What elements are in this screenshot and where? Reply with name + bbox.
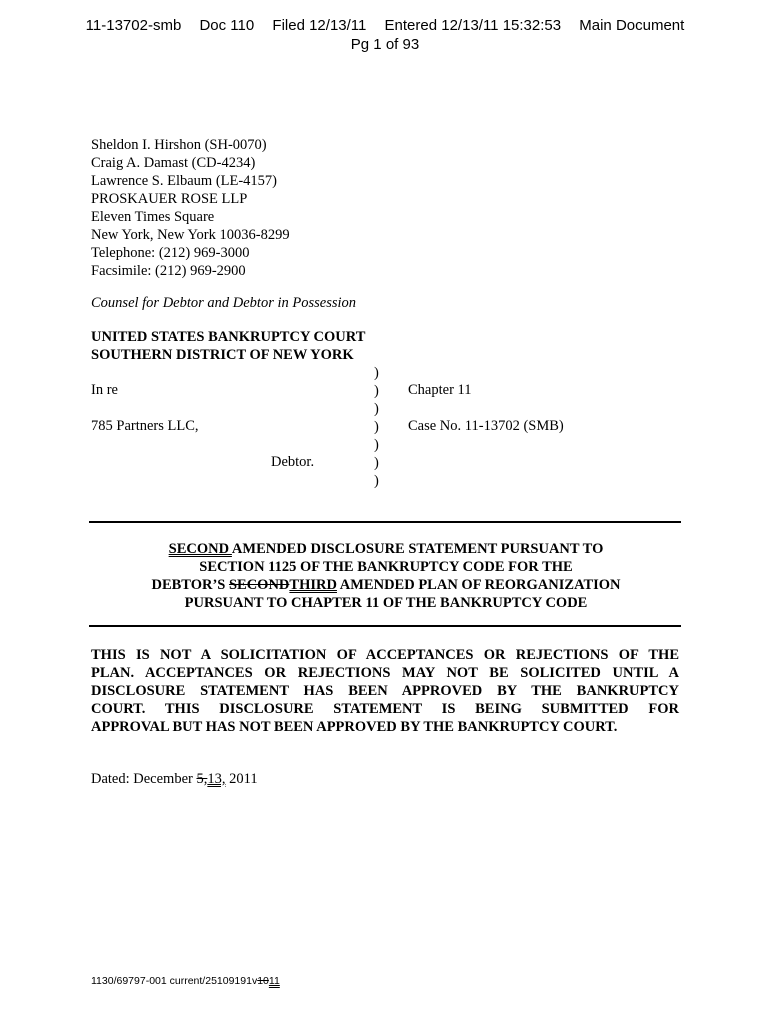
title-rule-top <box>89 521 681 523</box>
caption-party: 785 Partners LLC, <box>91 418 199 434</box>
title-rule-bottom <box>89 625 681 627</box>
caption-chapter: Chapter 11 <box>408 382 472 398</box>
dated-inserted-text: 13, <box>207 771 226 787</box>
dated-line: Dated: December 5,13, 2011 <box>91 771 258 787</box>
caption-parentheses: ) ) ) ) ) ) ) <box>374 365 379 489</box>
ecf-header <box>0 16 770 54</box>
court-name <box>91 328 365 364</box>
caption-in-re: In re <box>91 382 118 398</box>
counsel-line: Telephone: (212) 969-3000 <box>91 245 250 261</box>
footer-deleted-text: 10 <box>257 975 269 987</box>
notice-line: PLAN. ACCEPTANCES OR REJECTIONS MAY NOT BE SOLICITED UNTIL A <box>91 665 679 681</box>
header-filed-date: Filed 12/13/11 <box>272 17 367 34</box>
title-line-3: DEBTOR’S SECONDTHIRD AMENDED PLAN OF REORGANIZATION <box>151 577 621 593</box>
header-case-number: 11-13702-smb <box>85 17 182 34</box>
header-main-document: Main Document <box>579 17 685 34</box>
header-entered-date: Entered 12/13/11 15:32:53 <box>384 17 562 34</box>
title-line-1: SECOND AMENDED DISCLOSURE STATEMENT PURSUANT TO <box>168 541 604 557</box>
notice-line: COURT. THIS DISCLOSURE STATEMENT IS BEING SUBMITTED FOR <box>91 701 679 717</box>
title-deleted-text: SECOND <box>228 577 290 593</box>
counsel-line: Facsimile: (212) 969-2900 <box>91 263 246 279</box>
court-line-1: UNITED STATES BANKRUPTCY COURT <box>91 329 366 345</box>
notice-line: DISCLOSURE STATEMENT HAS BEEN APPROVED BY THE BANKRUPTCY <box>91 683 679 699</box>
solicitation-notice <box>91 646 679 736</box>
counsel-block <box>91 136 290 280</box>
counsel-line: Sheldon I. Hirshon (SH-0070) <box>91 137 267 153</box>
counsel-line: New York, New York 10036-8299 <box>91 227 290 243</box>
counsel-role: Counsel for Debtor and Debtor in Possession <box>91 295 357 311</box>
notice-line: THIS IS NOT A SOLICITATION OF ACCEPTANCES OR REJECTIONS OF THE <box>91 647 679 663</box>
title-line-2: SECTION 1125 OF THE BANKRUPTCY CODE FOR THE <box>199 559 573 575</box>
caption-case-number: Case No. 11-13702 (SMB) <box>408 418 564 434</box>
court-line-2: SOUTHERN DISTRICT OF NEW YORK <box>91 347 354 363</box>
title-inserted-text: SECOND <box>168 541 232 557</box>
footer-inserted-text: 11 <box>268 975 280 987</box>
case-caption <box>0 364 770 494</box>
counsel-line: PROSKAUER ROSE LLP <box>91 191 248 207</box>
notice-line: APPROVAL BUT HAS NOT BEEN APPROVED BY THE BANKRUPTCY COURT. <box>91 719 618 735</box>
counsel-line: Eleven Times Square <box>91 209 215 225</box>
caption-debtor: Debtor. <box>271 454 315 470</box>
counsel-line: Craig A. Damast (CD-4234) <box>91 155 256 171</box>
document-footer-id: 1130/69797-001 current/25109191v1011 <box>91 975 280 987</box>
dated-deleted-text: 5, <box>196 771 208 787</box>
title-line-4: PURSUANT TO CHAPTER 11 OF THE BANKRUPTCY CODE <box>184 595 588 611</box>
title-inserted-text: THIRD <box>289 577 337 593</box>
header-doc-number: Doc 110 <box>199 17 255 34</box>
header-page-count: Pg 1 of 93 <box>350 36 420 53</box>
counsel-line: Lawrence S. Elbaum (LE-4157) <box>91 173 278 189</box>
document-title <box>90 540 682 612</box>
